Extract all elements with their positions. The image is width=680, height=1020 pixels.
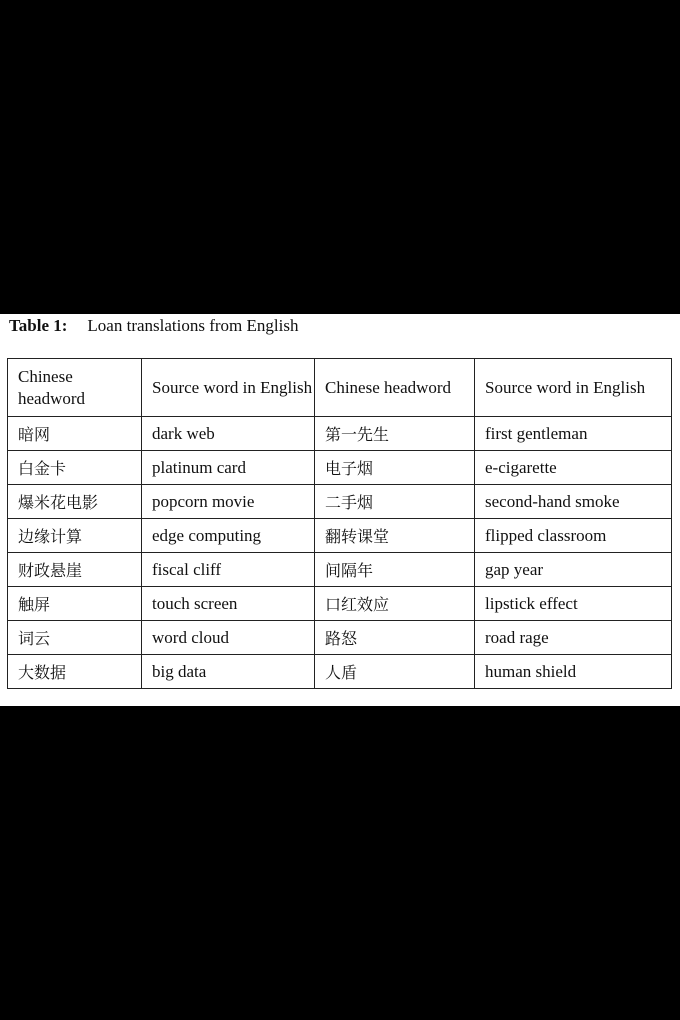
source-word-cell: flipped classroom xyxy=(475,519,672,553)
source-word-cell: word cloud xyxy=(142,621,315,655)
chinese-headword-cell: 二手烟 xyxy=(315,485,475,519)
source-word-cell: platinum card xyxy=(142,451,315,485)
chinese-headword-cell: 人盾 xyxy=(315,655,475,689)
chinese-headword-cell: 触屏 xyxy=(8,587,142,621)
chinese-headword-cell: 口红效应 xyxy=(315,587,475,621)
table-caption xyxy=(9,316,298,336)
chinese-headword-cell: 暗网 xyxy=(8,417,142,451)
source-word-cell: gap year xyxy=(475,553,672,587)
loan-translations-table xyxy=(7,358,672,689)
chinese-headword-cell: 白金卡 xyxy=(8,451,142,485)
chinese-headword-cell: 间隔年 xyxy=(315,553,475,587)
header-chinese-headword-1: Chinese headword xyxy=(8,359,142,417)
table-header-row xyxy=(8,359,672,417)
source-word-cell: edge computing xyxy=(142,519,315,553)
chinese-headword-cell: 边缘计算 xyxy=(8,519,142,553)
source-word-cell: first gentleman xyxy=(475,417,672,451)
chinese-headword-cell: 词云 xyxy=(8,621,142,655)
table-row xyxy=(8,451,672,485)
chinese-headword-cell: 大数据 xyxy=(8,655,142,689)
table-row xyxy=(8,621,672,655)
source-word-cell: dark web xyxy=(142,417,315,451)
chinese-headword-cell: 翻转课堂 xyxy=(315,519,475,553)
chinese-headword-cell: 电子烟 xyxy=(315,451,475,485)
caption-label: Table 1: xyxy=(9,316,68,335)
table-row xyxy=(8,417,672,451)
source-word-cell: lipstick effect xyxy=(475,587,672,621)
chinese-headword-cell: 第一先生 xyxy=(315,417,475,451)
table-row xyxy=(8,655,672,689)
source-word-cell: e-cigarette xyxy=(475,451,672,485)
source-word-cell: road rage xyxy=(475,621,672,655)
chinese-headword-cell: 爆米花电影 xyxy=(8,485,142,519)
header-source-word-2: Source word in English xyxy=(475,359,672,417)
caption-text: Loan translations from English xyxy=(87,316,299,335)
source-word-cell: fiscal cliff xyxy=(142,553,315,587)
table-row xyxy=(8,587,672,621)
source-word-cell: touch screen xyxy=(142,587,315,621)
header-chinese-headword-2: Chinese headword xyxy=(315,359,475,417)
source-word-cell: big data xyxy=(142,655,315,689)
table-row xyxy=(8,553,672,587)
source-word-cell: human shield xyxy=(475,655,672,689)
source-word-cell: popcorn movie xyxy=(142,485,315,519)
table-row xyxy=(8,485,672,519)
chinese-headword-cell: 路怒 xyxy=(315,621,475,655)
source-word-cell: second-hand smoke xyxy=(475,485,672,519)
chinese-headword-cell: 财政悬崖 xyxy=(8,553,142,587)
table-row xyxy=(8,519,672,553)
header-source-word-1: Source word in English xyxy=(142,359,315,417)
